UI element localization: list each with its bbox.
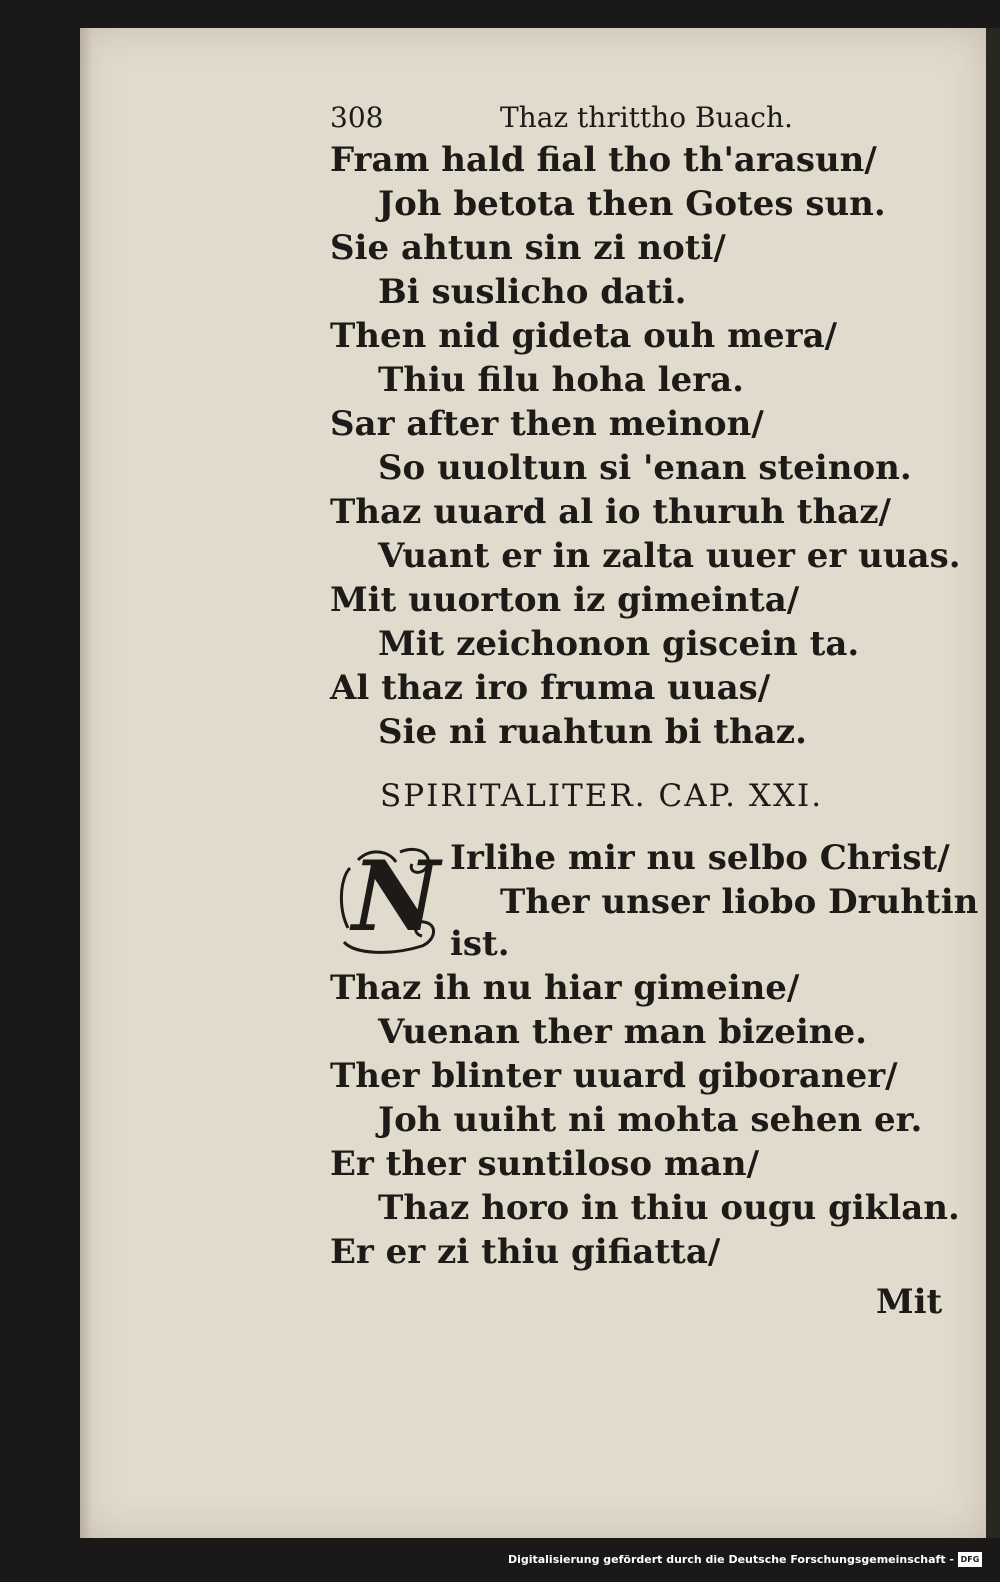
- initial-letter: N: [352, 840, 440, 953]
- verse-line: Thaz uuard al io thuruh thaz/: [330, 492, 891, 532]
- dfg-logo: DFG: [958, 1552, 982, 1567]
- verse-line: Sie ahtun sin zi noti/: [330, 228, 726, 268]
- running-title: Thaz thrittho Buach.: [500, 101, 793, 134]
- verse-line: Vuenan ther man bizeine.: [378, 1012, 867, 1052]
- chapter-heading: SPIRITALITER. CAP. XXI.: [380, 778, 824, 814]
- verse-line: Mit zeichonon giscein ta.: [378, 624, 860, 664]
- verse-line: Joh uuiht ni mohta sehen er.: [378, 1100, 923, 1140]
- page-gutter: [80, 28, 92, 1538]
- verse-line: So uuoltun si 'enan steinon.: [378, 448, 912, 488]
- verse-line: ist.: [450, 924, 510, 964]
- verse-line: Fram hald fial tho th'arasun/: [330, 140, 877, 180]
- initial-flourish: [341, 868, 350, 928]
- verse-line: Al thaz iro fruma uuas/: [330, 668, 771, 708]
- verse-line: Thiu filu hoha lera.: [378, 360, 744, 400]
- verse-line: Ther blinter uuard giboraner/: [330, 1056, 898, 1096]
- verse-line: Thaz horo in thiu ougu giklan.: [378, 1188, 960, 1228]
- catchword: Mit: [876, 1282, 943, 1322]
- decorated-initial: [330, 838, 448, 956]
- verse-line: Sie ni ruahtun bi thaz.: [378, 712, 807, 752]
- verse-line: Vuant er in zalta uuer er uuas.: [378, 536, 961, 576]
- verse-line: Bi suslicho dati.: [378, 272, 687, 312]
- verse-line: Er er zi thiu gifiatta/: [330, 1232, 721, 1272]
- verse-line: Joh betota then Gotes sun.: [378, 184, 886, 224]
- verse-line: Ther unser liobo Druhtin: [500, 882, 979, 922]
- funding-credit: Digitalisierung gefördert durch die Deutsche Forschungsgemeinschaft -: [507, 1553, 954, 1566]
- verse-line: Sar after then meinon/: [330, 404, 764, 444]
- verse-line: Thaz ih nu hiar gimeine/: [330, 968, 800, 1008]
- verse-line: Mit uuorton iz gimeinta/: [330, 580, 800, 620]
- page-number: 308: [330, 101, 384, 134]
- verse-line: Irlihe mir nu selbo Christ/: [450, 838, 950, 878]
- verse-line: Then nid gideta ouh mera/: [330, 316, 838, 356]
- verse-line: Er ther suntiloso man/: [330, 1144, 760, 1184]
- facing-page-edge: [986, 28, 1000, 1538]
